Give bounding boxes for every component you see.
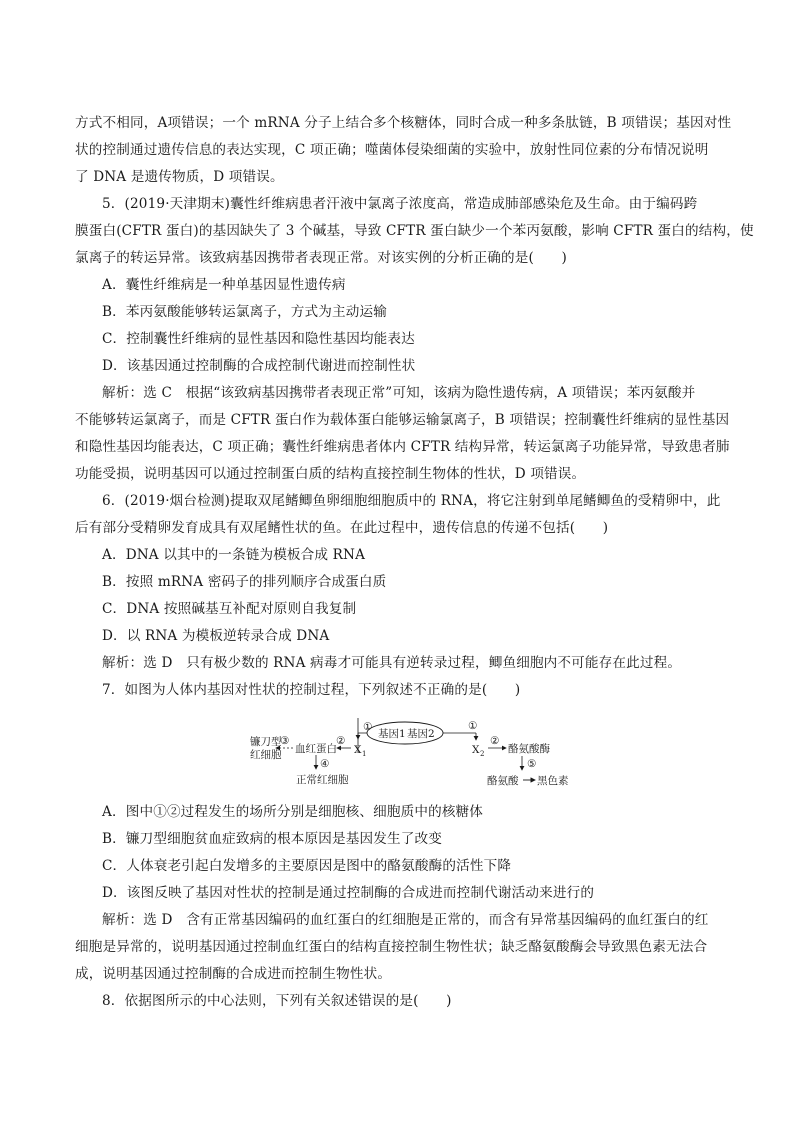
question-6-stem: 6．(2019·烟台检测)提取双尾鳍鲫鱼卵细胞细胞质中的 RNA，将它注射到单尾鳍鲫鱼的受精卵中，此 [102, 493, 721, 509]
question-7-stem: 7．如图为人体内基因对性状的控制过程，下列叙述不正确的是( ) [102, 682, 521, 698]
question-7-analysis: 解析：选 D 含有正常基因编码的血红蛋白的红细胞是正常的，而含有异常基因编码的血红蛋白的红 [102, 912, 709, 928]
question-5-option-a: A．囊性纤维病是一种单基因显性遗传病 [102, 277, 346, 293]
question-6-option-d: D．以 RNA 为模板逆转录合成 DNA [102, 628, 330, 644]
gene-control-diagram [250, 713, 570, 793]
question-5-option-c: C．控制囊性纤维病的显性基因和隐性基因均能表达 [102, 331, 415, 347]
question-6-option-b: B．按照 mRNA 密码子的排列顺序合成蛋白质 [102, 574, 387, 590]
x1-label: X [354, 744, 362, 756]
x2-label: X [472, 744, 480, 756]
x1-subscript: 1 [362, 750, 367, 758]
question-5-stem: 膜蛋白(CFTR 蛋白)的基因缺失了 3 个碱基，导致 CFTR 蛋白缺少一个苯丙氨酸，影响 CFTR 蛋白的结构，使 [75, 223, 754, 239]
question-7-analysis: 成，说明基因通过控制酶的合成进而控制生物性状。 [75, 966, 392, 982]
gene-1-label: 基因1 [378, 728, 406, 740]
question-7-option-b: B．镰刀型细胞贫血症致病的根本原因是基因发生了改变 [102, 831, 442, 847]
question-8-stem: 8．依据图所示的中心法则，下列有关叙述错误的是( ) [102, 993, 452, 1009]
mark-3: ③ [280, 735, 290, 747]
mark-5: ⑤ [527, 758, 537, 770]
question-6-analysis: 解析：选 D 只有极少数的 RNA 病毒才可能具有逆转录过程，鲫鱼细胞内不可能存在此过程。 [102, 655, 682, 671]
x2-subscript: 2 [480, 750, 485, 758]
question-5-analysis: 功能受损，说明基因可以通过控制蛋白质的结构直接控制生物体的性状，D 项错误。 [75, 466, 586, 482]
question-5-option-b: B．苯丙氨酸能够转运氯离子，方式为主动运输 [102, 304, 388, 320]
question-6-stem: 后有部分受精卵发育成具有双尾鳍性状的鱼。在此过程中，遗传信息的传递不包括( ) [75, 520, 609, 536]
question-5-analysis: 解析：选 C 根据“该致病基因携带者表现正常”可知，该病为隐性遗传病，A 项错误；苯丙氨酸并 [102, 385, 696, 401]
sickle-cell-label-1: 镰刀型 [250, 736, 282, 748]
mark-1-right: ① [468, 720, 478, 732]
gene-2-label: 基因2 [407, 728, 435, 740]
mark-4: ④ [320, 758, 330, 770]
question-5-analysis: 和隐性基因均能表达，C 项正确；囊性纤维病患者体内 CFTR 结构异常，转运氯离子功能异常，导致患者肺 [75, 439, 730, 455]
question-6-option-a: A．DNA 以其中的一条链为模板合成 RNA [102, 547, 366, 563]
question-7-analysis: 细胞是异常的，说明基因通过控制血红蛋白的结构直接控制生物性状；缺乏酪氨酸酶会导致黑色素无法合 [75, 939, 708, 955]
question-5-option-d: D．该基因通过控制酶的合成控制代谢进而控制性状 [102, 358, 416, 374]
question-7-option-a: A．图中①②过程发生的场所分别是细胞核、细胞质中的核糖体 [102, 804, 484, 820]
tyrosinase-label: 酪氨酸酶 [508, 743, 550, 755]
text-line: 状的控制通过遗传信息的表达实现，C 项正确；噬菌体侵染细菌的实验中，放射性同位素的分布情况说明 [75, 142, 709, 158]
question-6-option-c: C．DNA 按照碱基互补配对原则自我复制 [102, 601, 357, 617]
mark-2-right: ② [490, 735, 500, 747]
text-line: 方式不相同，A项错误；一个 mRNA 分子上结合多个核糖体，同时合成一种多条肽链，B 项错误；基因对性 [75, 115, 732, 131]
question-7-option-c: C．人体衰老引起白发增多的主要原因是图中的酪氨酸酶的活性下降 [102, 858, 512, 874]
mark-1-left: ① [363, 721, 373, 733]
sickle-cell-label-2: 红细胞 [250, 749, 282, 761]
melanin-label: 黑色素 [537, 775, 569, 787]
hemoglobin-label: 血红蛋白 [295, 743, 337, 755]
question-5-stem: 氯离子的转运异常。该致病基因携带者表现正常。对该实例的分析正确的是( ) [75, 250, 567, 266]
question-7-option-d: D．该图反映了基因对性状的控制是通过控制酶的合成进而控制代谢活动来进行的 [102, 885, 595, 901]
question-5-stem: 5．(2019·天津期末)囊性纤维病患者汗液中氯离子浓度高，常造成肺部感染危及生命。由于编码跨 [102, 196, 698, 212]
mark-2-left: ② [336, 735, 346, 747]
tyrosine-label: 酪氨酸 [487, 775, 519, 787]
normal-rbc-label: 正常红细胞 [296, 774, 349, 786]
text-line: 了 DNA 是遗传物质，D 项错误。 [75, 169, 284, 185]
question-5-analysis: 不能够转运氯离子，而是 CFTR 蛋白作为载体蛋白能够运输氯离子，B 项错误；控制囊性纤维病的显性基因 [75, 412, 730, 428]
